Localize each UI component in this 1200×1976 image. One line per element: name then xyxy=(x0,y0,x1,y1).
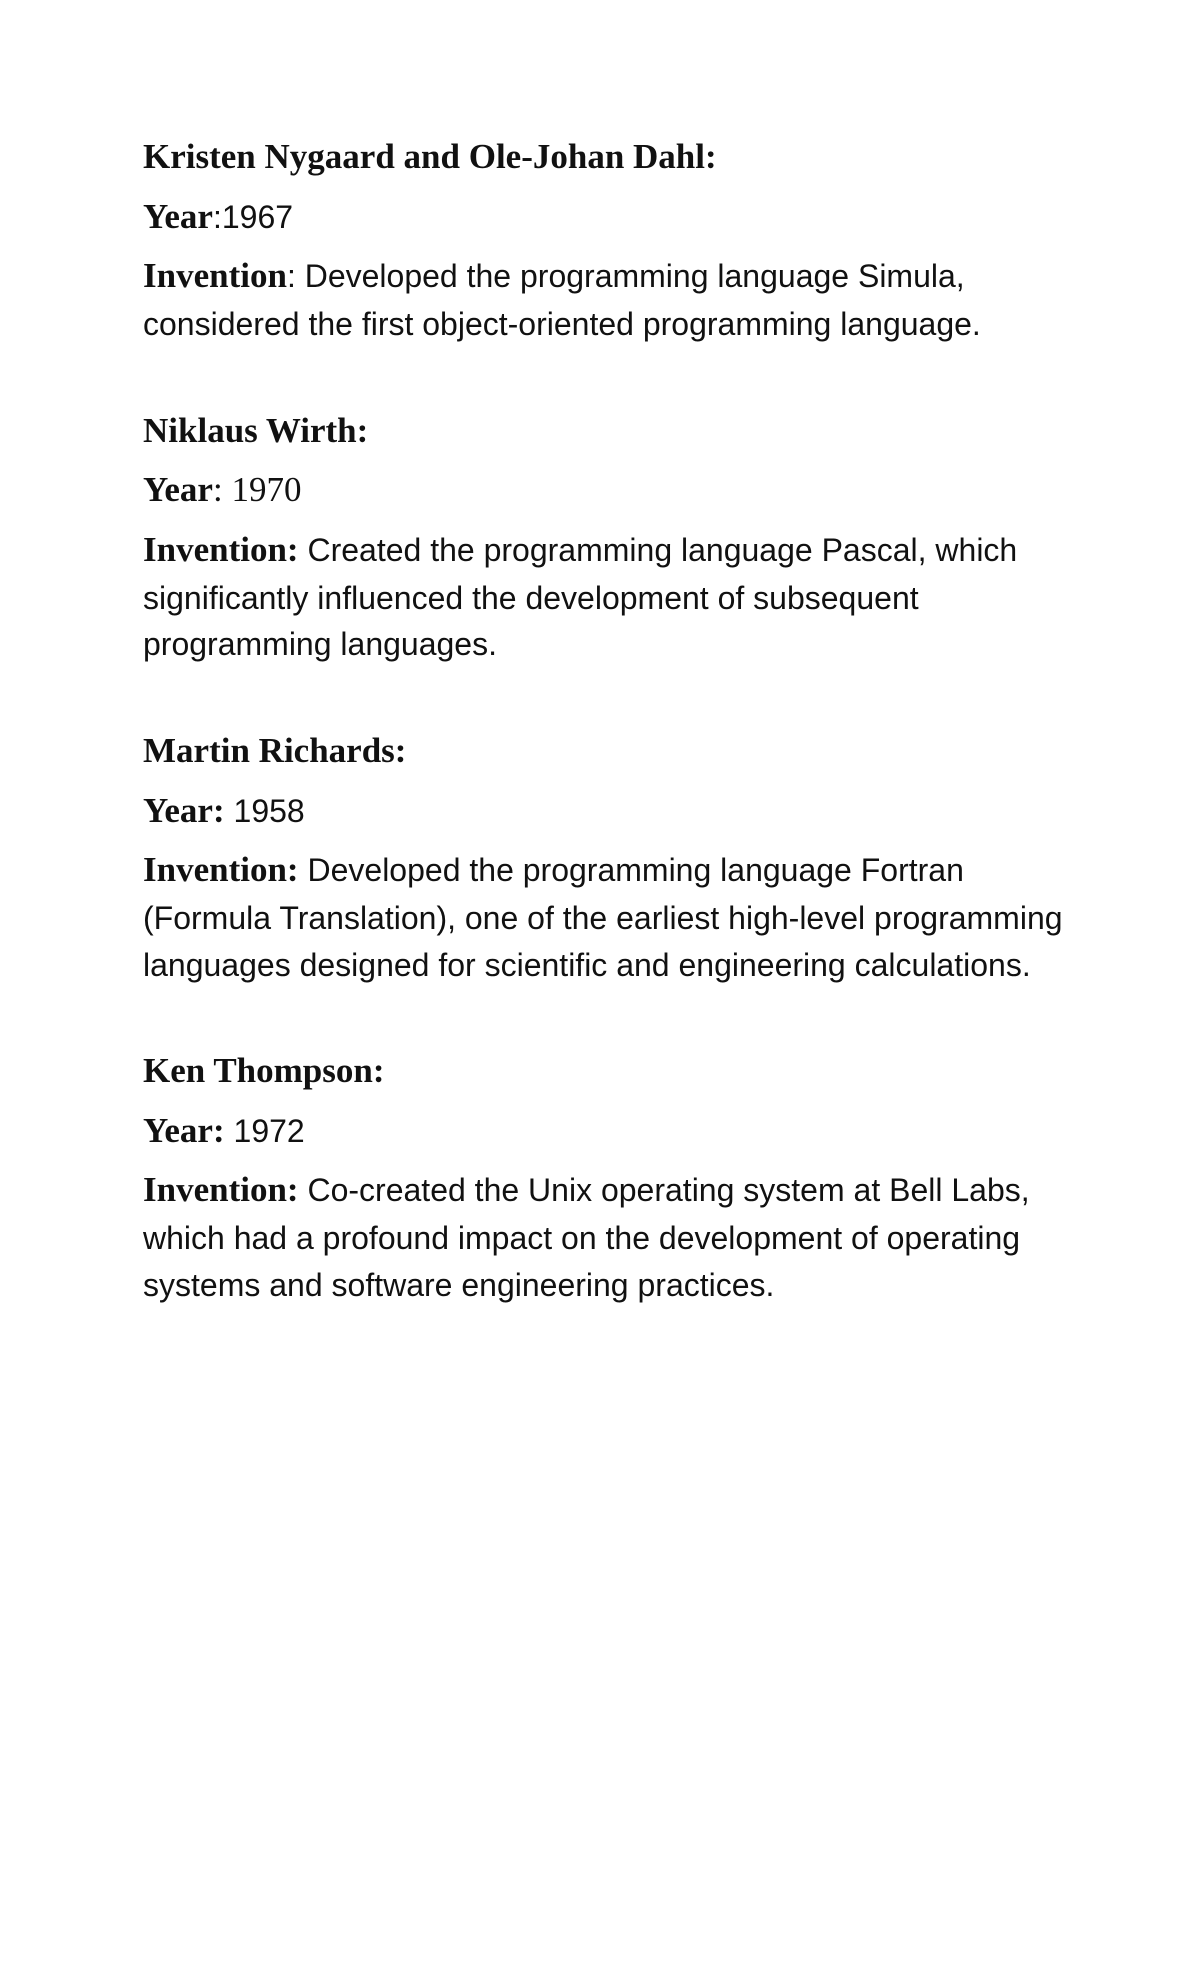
entry-name: Kristen Nygaard and Ole-Johan Dahl: xyxy=(143,137,717,176)
year-label: Year: xyxy=(143,790,225,830)
entry-year xyxy=(143,191,1083,242)
entry-nygaard-dahl xyxy=(143,132,1083,348)
year-value: 1970 xyxy=(231,470,302,510)
invention-label: Invention: xyxy=(143,529,299,569)
year-separator xyxy=(225,1113,234,1149)
entry-invention xyxy=(143,250,1083,348)
entry-invention xyxy=(143,844,1083,989)
year-separator xyxy=(225,793,234,829)
entry-thompson xyxy=(143,1046,1083,1308)
year-label: Year xyxy=(143,196,213,236)
entry-richards xyxy=(143,726,1083,988)
invention-label: Invention: xyxy=(143,849,299,889)
invention-text: Developed the programming language Fortran (Formula Translation), one of the earliest high-level programming languages designed for scientific and engineering calculations. xyxy=(143,851,1063,983)
entry-wirth xyxy=(143,406,1083,668)
year-label: Year: xyxy=(143,1111,225,1151)
entry-year xyxy=(143,1105,1083,1156)
document-content xyxy=(143,132,1083,1367)
entry-year xyxy=(143,785,1083,836)
entry-invention xyxy=(143,1164,1083,1309)
invention-label: Invention: xyxy=(143,1170,299,1210)
entry-name: Martin Richards: xyxy=(143,731,407,771)
year-separator: : xyxy=(212,198,222,235)
year-separator: : xyxy=(212,470,232,510)
invention-label: Invention xyxy=(143,255,287,295)
year-label: Year xyxy=(143,470,213,510)
invention-text: Created the programming language Pascal, which significantly influenced the development of subsequent programming languages. xyxy=(143,531,1018,663)
entry-year xyxy=(143,464,1083,515)
year-value: 1958 xyxy=(233,792,305,829)
entry-name: Niklaus Wirth: xyxy=(143,410,369,450)
year-value: 1972 xyxy=(233,1113,305,1150)
year-value: 1967 xyxy=(221,198,294,235)
invention-text: Developed the programming language Simula, considered the first object-oriented programming language. xyxy=(143,257,981,342)
invention-text: Co-created the Unix operating system at Bell Labs, which had a profound impact on the development of operating systems and software engineering practices. xyxy=(143,1172,1030,1304)
entry-name: Ken Thompson: xyxy=(143,1051,385,1091)
entry-invention xyxy=(143,524,1083,669)
invention-separator: : xyxy=(286,257,305,294)
